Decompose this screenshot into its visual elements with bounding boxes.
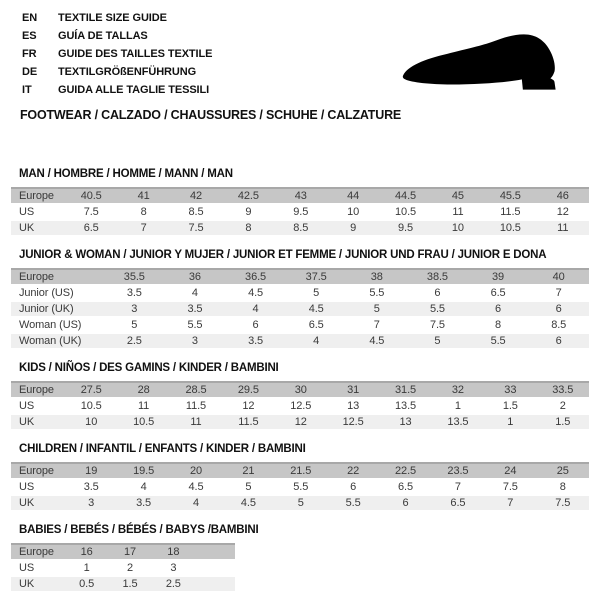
size-cell: 3.5: [165, 301, 226, 317]
size-cell: 21.5: [275, 463, 327, 479]
size-cell: 8: [468, 317, 529, 333]
size-cell: 3: [104, 301, 165, 317]
table-row: [11, 188, 589, 204]
size-cell: 10: [65, 414, 117, 430]
size-cell: 19.5: [117, 463, 169, 479]
size-cell: 11: [170, 414, 222, 430]
section-man: [11, 168, 592, 237]
size-cell: 12: [275, 414, 327, 430]
row-label: Junior (UK): [11, 301, 104, 317]
size-cell: 5: [347, 301, 408, 317]
size-cell: 7: [117, 220, 169, 236]
size-cell: 8.5: [528, 317, 589, 333]
size-cell: 3.5: [225, 333, 286, 349]
table-row: [11, 382, 589, 398]
language-row-it: [22, 81, 212, 99]
language-title: TEXTILE SIZE GUIDE: [58, 12, 167, 24]
table-title-kids: KIDS / NIÑOS / DES GAMINS / KINDER / BAMBINI: [19, 362, 279, 374]
size-cell: 45.5: [484, 188, 536, 204]
table-row: [11, 576, 235, 592]
size-cell: 33.5: [537, 382, 589, 398]
row-label: Europe: [11, 382, 65, 398]
table-row: [11, 333, 589, 349]
section-kids: [11, 362, 592, 431]
size-cell: 17: [108, 544, 151, 560]
size-cell: 38: [347, 269, 408, 285]
row-label: Junior (US): [11, 285, 104, 301]
size-cell: 6: [407, 285, 468, 301]
size-cell: 9: [222, 204, 274, 220]
table-title-children: CHILDREN / INFANTIL / ENFANTS / KINDER / BAMBINI: [19, 443, 306, 455]
size-cell: 20: [170, 463, 222, 479]
size-cell: 40.5: [65, 188, 117, 204]
size-cell: 5.5: [275, 479, 327, 495]
table-row: [11, 204, 589, 220]
size-cell: 4.5: [347, 333, 408, 349]
language-code: ES: [22, 30, 37, 42]
size-cell: 7.5: [484, 479, 536, 495]
size-cell: 23.5: [432, 463, 484, 479]
size-cell: 10.5: [65, 398, 117, 414]
size-cell: 5: [275, 495, 327, 511]
row-label: US: [11, 204, 65, 220]
size-cell: 11.5: [222, 414, 274, 430]
language-code: FR: [22, 48, 37, 60]
row-label: Woman (US): [11, 317, 104, 333]
size-cell: 0.5: [65, 576, 108, 592]
size-cell: 16: [65, 544, 108, 560]
size-cell: 5.5: [468, 333, 529, 349]
row-label: Europe: [11, 269, 104, 285]
size-cell: 5.5: [327, 495, 379, 511]
size-cell: 2.5: [104, 333, 165, 349]
size-cell: 3: [65, 495, 117, 511]
filler-cell: [195, 560, 235, 576]
size-cell: 6.5: [379, 479, 431, 495]
table-row: [11, 479, 589, 495]
size-cell: 4.5: [170, 479, 222, 495]
size-cell: 10: [432, 220, 484, 236]
size-cell: 41: [117, 188, 169, 204]
size-cell: 6: [225, 317, 286, 333]
category-heading: FOOTWEAR / CALZADO / CHAUSSURES / SCHUHE / CALZATURE: [20, 108, 402, 122]
size-cell: 35.5: [104, 269, 165, 285]
table-row: [11, 220, 589, 236]
size-cell: 39: [468, 269, 529, 285]
section-junior-woman: [11, 249, 592, 350]
size-cell: 5.5: [165, 317, 226, 333]
language-code: IT: [22, 84, 32, 96]
size-cell: 2.5: [152, 576, 195, 592]
filler-cell: [195, 544, 235, 560]
table-row: [11, 269, 589, 285]
row-label: Woman (UK): [11, 333, 104, 349]
size-cell: 21: [222, 463, 274, 479]
table-title-babies: BABIES / BEBÉS / BÉBÉS / BABYS /BAMBINI: [19, 524, 259, 536]
size-cell: 12.5: [327, 414, 379, 430]
table-row: [11, 414, 589, 430]
row-label: UK: [11, 414, 65, 430]
size-cell: 10.5: [484, 220, 536, 236]
size-table-babies: [11, 543, 235, 593]
section-children: [11, 443, 592, 512]
size-cell: 1.5: [108, 576, 151, 592]
size-cell: 22: [327, 463, 379, 479]
language-title: GUÍA DE TALLAS: [58, 30, 148, 42]
size-cell: 3: [165, 333, 226, 349]
size-cell: 13.5: [379, 398, 431, 414]
size-cell: 31: [327, 382, 379, 398]
size-cell: 45: [432, 188, 484, 204]
size-cell: 6.5: [468, 285, 529, 301]
size-cell: 8.5: [170, 204, 222, 220]
table-row: [11, 317, 589, 333]
table-row: [11, 560, 235, 576]
size-cell: 3: [152, 560, 195, 576]
table-title-junior-woman: JUNIOR & WOMAN / JUNIOR Y MUJER / JUNIOR ET FEMME / JUNIOR UND FRAU / JUNIOR E DONA: [19, 249, 547, 261]
size-cell: 40: [528, 269, 589, 285]
size-cell: 7.5: [537, 495, 589, 511]
size-cell: 32: [432, 382, 484, 398]
language-row-fr: [22, 45, 212, 63]
size-cell: 6: [468, 301, 529, 317]
row-label: Europe: [11, 188, 65, 204]
section-babies: [11, 524, 592, 593]
size-cell: 3.5: [117, 495, 169, 511]
size-cell: 7.5: [65, 204, 117, 220]
size-cell: 22.5: [379, 463, 431, 479]
size-cell: 4: [117, 479, 169, 495]
size-cell: 2: [537, 398, 589, 414]
size-cell: 4: [170, 495, 222, 511]
row-label: US: [11, 479, 65, 495]
size-cell: 7.5: [170, 220, 222, 236]
row-label: Europe: [11, 463, 65, 479]
size-cell: 1.5: [537, 414, 589, 430]
size-cell: 44.5: [379, 188, 431, 204]
size-cell: 11: [537, 220, 589, 236]
size-cell: 6: [528, 301, 589, 317]
table-title-man: MAN / HOMBRE / HOMME / MANN / MAN: [19, 168, 233, 180]
size-cell: 1.5: [484, 398, 536, 414]
table-row: [11, 463, 589, 479]
size-cell: 13.5: [432, 414, 484, 430]
size-cell: 7: [432, 479, 484, 495]
size-cell: 3.5: [65, 479, 117, 495]
size-cell: 5: [407, 333, 468, 349]
language-code: EN: [22, 12, 38, 24]
size-cell: 11.5: [484, 204, 536, 220]
size-cell: 6: [327, 479, 379, 495]
size-cell: 10.5: [117, 414, 169, 430]
size-cell: 5.5: [407, 301, 468, 317]
shoe-icon: [394, 30, 574, 94]
size-cell: 2: [108, 560, 151, 576]
language-title: GUIDA ALLE TAGLIE TESSILI: [58, 84, 210, 96]
size-cell: 6.5: [432, 495, 484, 511]
size-cell: 7: [484, 495, 536, 511]
size-table-kids: [11, 381, 589, 431]
size-cell: 42: [170, 188, 222, 204]
language-row-es: [22, 27, 212, 45]
size-cell: 10.5: [379, 204, 431, 220]
table-row: [11, 544, 235, 560]
size-cell: 18: [152, 544, 195, 560]
size-cell: 33: [484, 382, 536, 398]
size-tables: [11, 168, 592, 593]
language-title: GUIDE DES TAILLES TEXTILE: [58, 48, 213, 60]
size-cell: 6.5: [65, 220, 117, 236]
size-cell: 9: [327, 220, 379, 236]
size-cell: 7: [528, 285, 589, 301]
size-cell: 36: [165, 269, 226, 285]
size-cell: 6: [528, 333, 589, 349]
size-cell: 42.5: [222, 188, 274, 204]
size-cell: 31.5: [379, 382, 431, 398]
size-cell: 11.5: [170, 398, 222, 414]
size-cell: 8: [222, 220, 274, 236]
language-row-de: [22, 63, 212, 81]
table-row: [11, 301, 589, 317]
size-cell: 8.5: [275, 220, 327, 236]
language-code: DE: [22, 66, 38, 78]
size-cell: 5.5: [347, 285, 408, 301]
row-label: UK: [11, 576, 65, 592]
size-cell: 13: [327, 398, 379, 414]
size-cell: 25: [537, 463, 589, 479]
size-cell: 13: [379, 414, 431, 430]
size-cell: 12: [537, 204, 589, 220]
size-cell: 12: [222, 398, 274, 414]
row-label: UK: [11, 220, 65, 236]
table-row: [11, 495, 589, 511]
size-cell: 3.5: [104, 285, 165, 301]
size-cell: 37.5: [286, 269, 347, 285]
language-list: [22, 9, 212, 99]
filler-cell: [195, 576, 235, 592]
size-cell: 11: [117, 398, 169, 414]
size-cell: 1: [432, 398, 484, 414]
language-title: TEXTILGRÖßENFÜHRUNG: [58, 66, 197, 78]
size-cell: 5: [286, 285, 347, 301]
size-cell: 19: [65, 463, 117, 479]
size-cell: 10: [327, 204, 379, 220]
size-cell: 4: [286, 333, 347, 349]
size-cell: 9.5: [379, 220, 431, 236]
size-cell: 29.5: [222, 382, 274, 398]
size-cell: 7.5: [407, 317, 468, 333]
size-cell: 46: [537, 188, 589, 204]
row-label: US: [11, 398, 65, 414]
size-cell: 4.5: [286, 301, 347, 317]
size-cell: 12.5: [275, 398, 327, 414]
size-cell: 5: [222, 479, 274, 495]
row-label: US: [11, 560, 65, 576]
size-cell: 8: [117, 204, 169, 220]
row-label: Europe: [11, 544, 65, 560]
size-cell: 6.5: [286, 317, 347, 333]
size-cell: 9.5: [275, 204, 327, 220]
size-cell: 4.5: [222, 495, 274, 511]
size-cell: 8: [537, 479, 589, 495]
size-cell: 1: [65, 560, 108, 576]
size-cell: 4: [225, 301, 286, 317]
table-row: [11, 285, 589, 301]
size-cell: 6: [379, 495, 431, 511]
language-row-en: [22, 9, 212, 27]
size-table-junior-woman: [11, 268, 589, 350]
size-table-man: [11, 187, 589, 237]
size-cell: 36.5: [225, 269, 286, 285]
size-cell: 43: [275, 188, 327, 204]
size-table-children: [11, 462, 589, 512]
size-cell: 4.5: [225, 285, 286, 301]
size-cell: 11: [432, 204, 484, 220]
size-cell: 28: [117, 382, 169, 398]
size-cell: 28.5: [170, 382, 222, 398]
size-cell: 24: [484, 463, 536, 479]
size-cell: 1: [484, 414, 536, 430]
row-label: UK: [11, 495, 65, 511]
size-cell: 30: [275, 382, 327, 398]
size-cell: 44: [327, 188, 379, 204]
size-cell: 5: [104, 317, 165, 333]
size-cell: 27.5: [65, 382, 117, 398]
size-cell: 38.5: [407, 269, 468, 285]
size-cell: 7: [347, 317, 408, 333]
table-row: [11, 398, 589, 414]
size-cell: 4: [165, 285, 226, 301]
